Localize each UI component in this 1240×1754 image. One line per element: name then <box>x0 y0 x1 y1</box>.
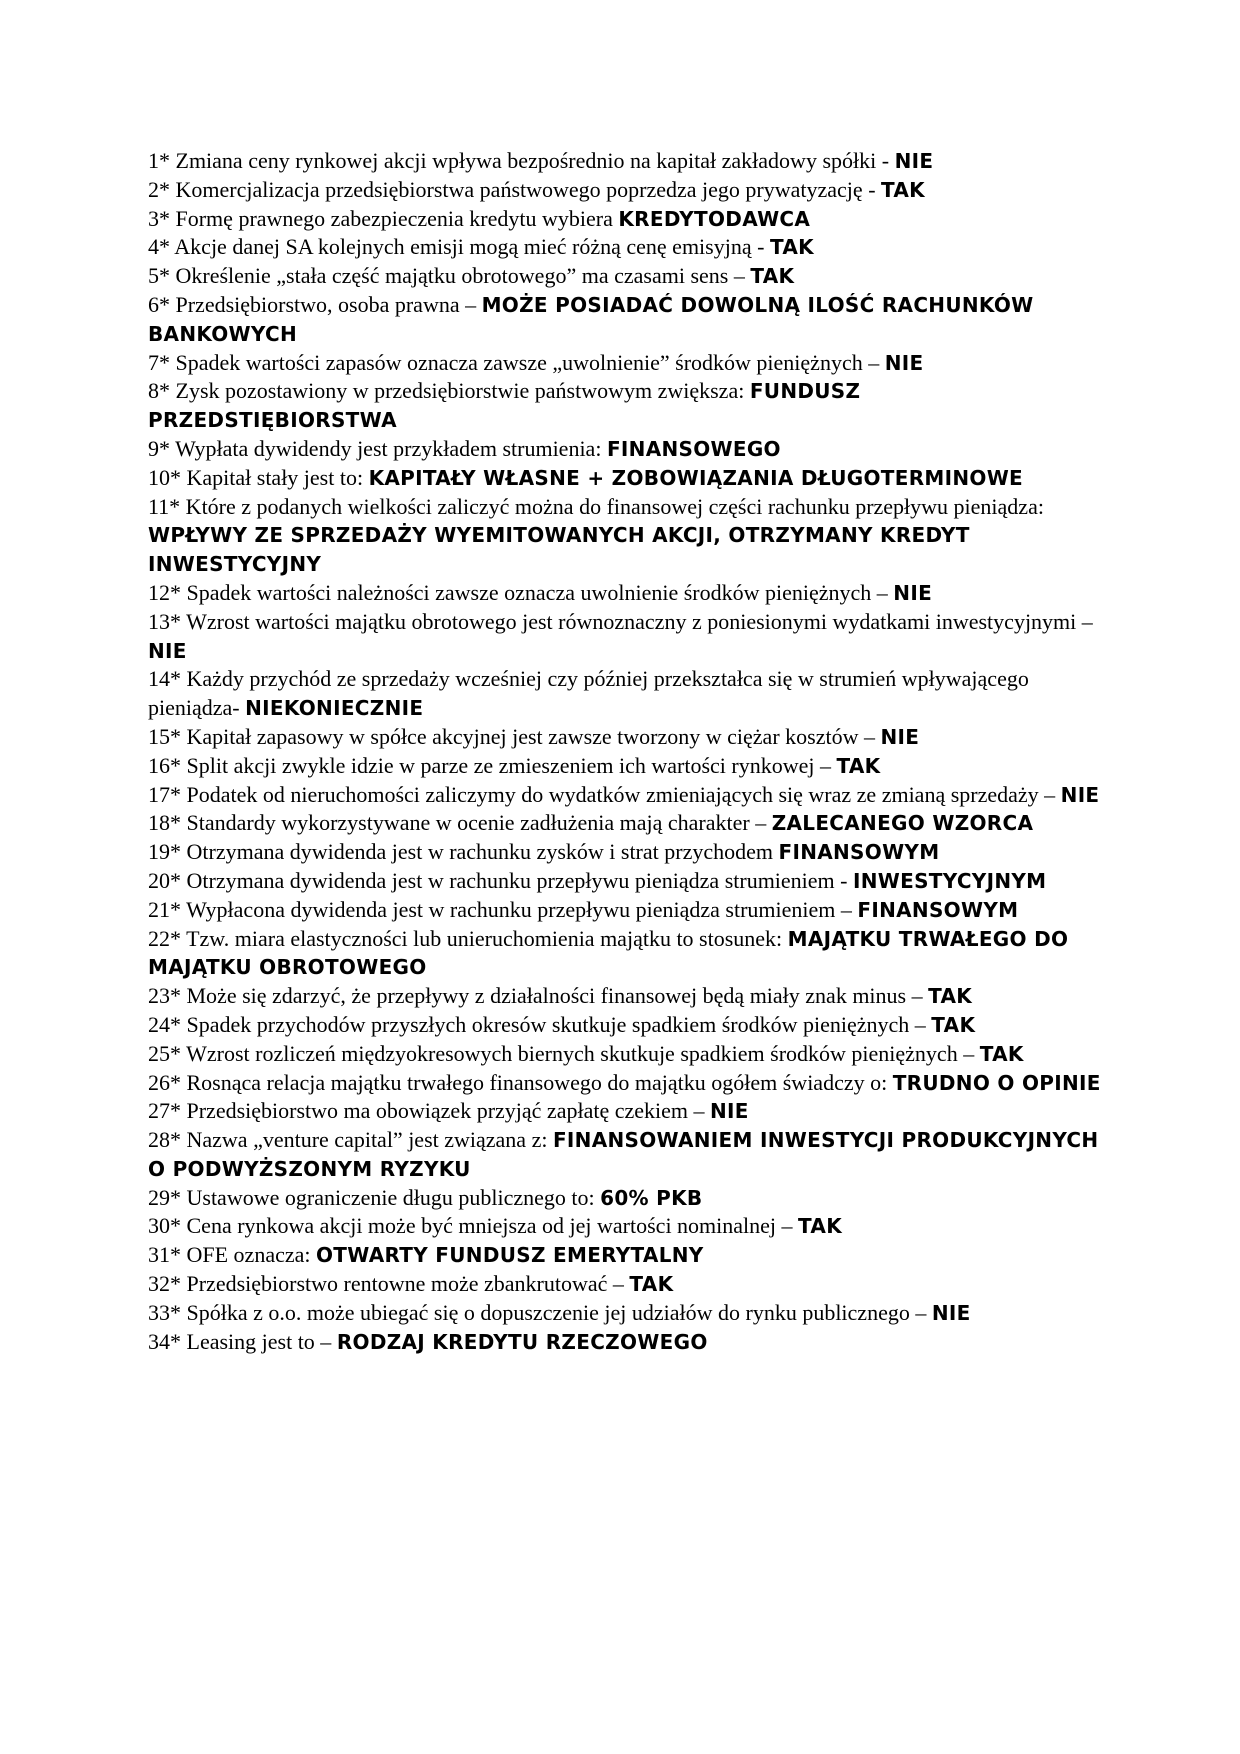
question-text: 28* Nazwa „venture capital” jest związana z: <box>148 1127 553 1153</box>
qa-item-27 <box>148 1097 1108 1126</box>
answer-text: NIEKONIECZNIE <box>245 696 424 721</box>
answer-text: TAK <box>769 235 814 260</box>
qa-item-13 <box>148 608 1108 666</box>
question-text: 34* Leasing jest to – <box>148 1328 337 1354</box>
answer-text: FUNDUSZ PRZEDSTIĘBIORSTWA <box>148 379 861 433</box>
qa-item-8 <box>148 377 1108 435</box>
question-text: 6* Przedsiębiorstwo, osoba prawna – <box>148 291 482 317</box>
answer-text: 60% PKB <box>600 1185 703 1210</box>
question-text: 17* Podatek od nieruchomości zaliczymy do wydatków zmieniających się wraz ze zmianą sprzedaży – <box>148 781 1061 807</box>
question-text: 32* Przedsiębiorstwo rentowne może zbankrutować – <box>148 1271 630 1297</box>
qa-item-15 <box>148 723 1108 752</box>
qa-item-3 <box>148 205 1108 234</box>
answer-text: TAK <box>798 1214 842 1239</box>
question-text: 1* Zmiana ceny rynkowej akcji wpływa bezpośrednio na kapitał zakładowy spółki - <box>148 148 895 173</box>
question-text: 30* Cena rynkowa akcji może być mniejsza od jej wartości nominalnej – <box>148 1213 799 1239</box>
qa-item-29 <box>148 1184 1108 1213</box>
qa-item-33 <box>148 1299 1108 1328</box>
question-text: 18* Standardy wykorzystywane w ocenie zadłużenia mają charakter – <box>148 810 772 836</box>
question-text: 11* Które z podanych wielkości zaliczyć można do finansowej części rachunku przepływu pieniądza: <box>148 493 1044 519</box>
qa-item-20 <box>148 867 1108 896</box>
qa-item-24 <box>148 1011 1108 1040</box>
question-text: 13* Wzrost wartości majątku obrotowego jest równoznaczny z poniesionymi wydatkami inwestycyjnymi – <box>148 608 1093 634</box>
question-text: 3* Formę prawnego zabezpieczenia kredytu wybiera <box>148 205 619 231</box>
question-text: 19* Otrzymana dywidenda jest w rachunku zysków i strat przychodem <box>148 839 779 865</box>
question-text: 31* OFE oznacza: <box>148 1242 316 1268</box>
answer-text: MOŻE POSIADAĆ DOWOLNĄ ILOŚĆ RACHUNKÓW BANKOWYCH <box>148 292 1034 346</box>
answer-text: FINANSOWYM <box>857 897 1019 922</box>
question-text: 29* Ustawowe ograniczenie długu publicznego to: <box>148 1184 601 1210</box>
question-text: 25* Wzrost rozliczeń międzyokresowych biernych skutkuje spadkiem środków pieniężnych – <box>148 1040 980 1066</box>
answer-text: TAK <box>750 264 795 289</box>
qa-item-17 <box>148 781 1108 810</box>
question-text: 8* Zysk pozostawiony w przedsiębiorstwie państwowym zwiększa: <box>148 378 750 404</box>
answer-text: KAPITAŁY WŁASNE + ZOBOWIĄZANIA DŁUGOTERMINOWE <box>368 465 1024 490</box>
answer-text: NIE <box>884 350 924 375</box>
qa-item-34 <box>148 1328 1108 1357</box>
qa-item-25 <box>148 1040 1108 1069</box>
answer-text: NIE <box>880 724 920 749</box>
qa-item-14 <box>148 665 1108 723</box>
question-text: 10* Kapitał stały jest to: <box>148 464 369 490</box>
answer-text: OTWARTY FUNDUSZ EMERYTALNY <box>316 1243 704 1268</box>
qa-item-28 <box>148 1126 1108 1184</box>
question-text: 7* Spadek wartości zapasów oznacza zawsze „uwolnienie” środków pieniężnych – <box>148 349 885 375</box>
answer-text: NIE <box>710 1099 749 1124</box>
answer-text: TAK <box>881 177 925 202</box>
answer-text: TAK <box>979 1041 1024 1066</box>
answer-text: TAK <box>629 1272 674 1297</box>
question-text: 26* Rosnąca relacja majątku trwałego finansowego do majątku ogółem świadczy o: <box>148 1069 893 1095</box>
qa-item-9 <box>148 435 1108 464</box>
answer-text: MAJĄTKU TRWAŁEGO DO MAJĄTKU OBROTOWEGO <box>148 926 1069 980</box>
qa-item-19 <box>148 838 1108 867</box>
answer-text: TRUDNO O OPINIE <box>892 1070 1101 1095</box>
question-text: 4* Akcje danej SA kolejnych emisji mogą mieć różną cenę emisyjną - <box>148 234 770 260</box>
qa-item-5 <box>148 262 1108 291</box>
question-text: 15* Kapitał zapasowy w spółce akcyjnej jest zawsze tworzony w ciężar kosztów – <box>148 723 881 749</box>
qa-item-4 <box>148 233 1108 262</box>
document-page <box>148 147 1108 1356</box>
answer-text: ZALECANEGO WZORCA <box>771 811 1034 836</box>
answer-text: TAK <box>928 984 973 1009</box>
question-text: 20* Otrzymana dywidenda jest w rachunku przepływu pieniądza strumieniem - <box>148 867 853 893</box>
qa-item-23 <box>148 982 1108 1011</box>
qa-item-31 <box>148 1241 1108 1270</box>
answer-text: FINANSOWEGO <box>606 436 781 461</box>
qa-item-10 <box>148 464 1108 493</box>
qa-item-11 <box>148 493 1108 579</box>
answer-text: TAK <box>931 1012 976 1037</box>
question-text: 9* Wypłata dywidendy jest przykładem strumienia: <box>148 435 607 461</box>
answer-text: NIE <box>894 149 934 173</box>
question-text: 27* Przedsiębiorstwo ma obowiązek przyjąć zapłatę czekiem – <box>148 1098 710 1124</box>
qa-item-30 <box>148 1212 1108 1241</box>
answer-text: INWESTYCYJNYM <box>853 868 1047 893</box>
answer-text: FINANSOWANIEM INWESTYCJI PRODUKCYJNYCH O PODWYŻSZONYM RYZYKU <box>148 1128 1099 1181</box>
question-text: 21* Wypłacona dywidenda jest w rachunku przepływu pieniądza strumieniem – <box>148 896 858 922</box>
question-text: 23* Może się zdarzyć, że przepływy z działalności finansowej będą miały znak minus – <box>148 983 929 1009</box>
answer-text: FINANSOWYM <box>778 840 940 865</box>
question-text: 14* Każdy przychód ze sprzedaży wcześniej czy później przekształca się w strumień wpływającego pieniądza- <box>148 666 1029 721</box>
answer-text: NIE <box>893 580 933 605</box>
qa-item-6 <box>148 291 1108 349</box>
question-text: 2* Komercjalizacja przedsiębiorstwa państwowego poprzedza jego prywatyzację - <box>148 176 882 202</box>
qa-item-7 <box>148 349 1108 378</box>
answer-text: WPŁYWY ZE SPRZEDAŻY WYEMITOWANYCH AKCJI, OTRZYMANY KREDYT INWESTYCYJNY <box>148 523 970 577</box>
qa-item-16 <box>148 752 1108 781</box>
answer-text: NIE <box>1060 782 1100 807</box>
answer-text: NIE <box>148 638 187 663</box>
qa-item-26 <box>148 1069 1108 1098</box>
answer-text: NIE <box>931 1300 971 1325</box>
qa-item-22 <box>148 925 1108 983</box>
answer-text: KREDYTODAWCA <box>618 206 811 231</box>
question-text: 22* Tzw. miara elastyczności lub unieruchomienia majątku to stosunek: <box>148 925 788 951</box>
qa-item-1 <box>148 147 1108 176</box>
qa-item-18 <box>148 809 1108 838</box>
question-text: 24* Spadek przychodów przyszłych okresów skutkuje spadkiem środków pieniężnych – <box>148 1011 932 1037</box>
answer-text: RODZAJ KREDYTU RZECZOWEGO <box>336 1329 708 1354</box>
question-text: 16* Split akcji zwykle idzie w parze ze zmieszeniem ich wartości rynkowej – <box>148 752 837 778</box>
qa-item-21 <box>148 896 1108 925</box>
question-text: 12* Spadek wartości należności zawsze oznacza uwolnienie środków pieniężnych – <box>148 579 894 605</box>
qa-item-12 <box>148 579 1108 608</box>
answer-text: TAK <box>836 753 881 778</box>
question-text: 5* Określenie „stała część majątku obrotowego” ma czasami sens – <box>148 263 751 289</box>
qa-item-2 <box>148 176 1108 205</box>
question-text: 33* Spółka z o.o. może ubiegać się o dopuszczenie jej udziałów do rynku publicznego – <box>148 1299 932 1325</box>
qa-item-32 <box>148 1270 1108 1299</box>
